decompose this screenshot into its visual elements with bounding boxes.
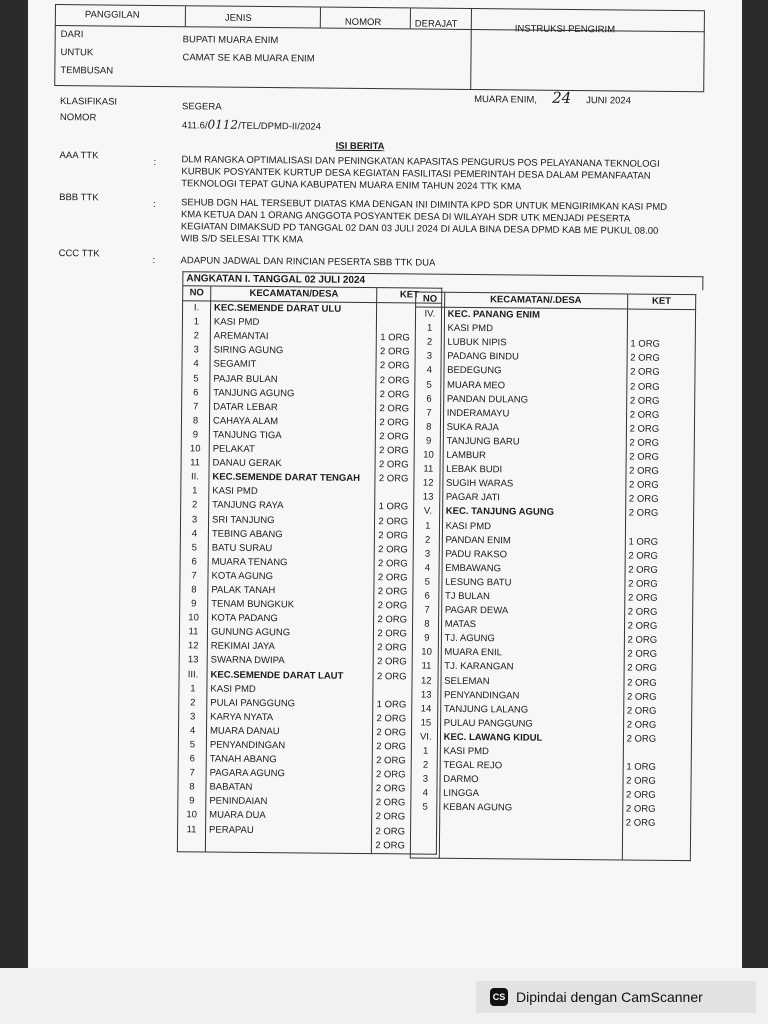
row-name: MUARA DUA — [206, 809, 373, 825]
row-name: PELAKAT — [209, 443, 376, 459]
nomor-label: NOMOR — [59, 112, 97, 124]
row-ket: 2 ORG — [624, 620, 692, 635]
row-name: PULAU PANGGUNG — [440, 717, 623, 733]
row-ket: 2 ORG — [375, 543, 440, 558]
row-ket: 2 ORG — [626, 465, 694, 480]
tembusan-label: TEMBUSAN — [60, 65, 114, 77]
row-number: 5 — [178, 738, 206, 752]
row-number: 9 — [181, 428, 209, 442]
camscanner-badge — [476, 981, 756, 1013]
col-no: NO — [183, 286, 211, 301]
row-name: PAGARA AGUNG — [206, 767, 373, 783]
row-name: MATAS — [441, 618, 624, 634]
row-name: KASI PMD — [444, 322, 627, 338]
row-ket: 2 ORG — [376, 416, 441, 431]
row-name: SUKA RAJA — [443, 421, 626, 437]
dari-label: DARI — [60, 29, 84, 41]
row-number: 11 — [179, 625, 207, 639]
row-number: 5 — [182, 372, 210, 386]
row-ket: 2 ORG — [372, 839, 437, 854]
row-name: MUARA TENANG — [208, 555, 375, 571]
month-year-text: JUNI 2024 — [586, 95, 632, 107]
row-ket: 2 ORG — [376, 374, 441, 389]
row-name: PERAPAU — [205, 823, 372, 839]
row-number: 3 — [415, 350, 444, 364]
derajat-header: DERAJAT — [414, 18, 458, 30]
row-number — [177, 837, 205, 852]
row-number: 13 — [412, 688, 441, 702]
row-ket: 2 ORG — [623, 775, 691, 790]
row-ket: 2 ORG — [373, 670, 438, 685]
row-name: KASI PMD — [442, 519, 625, 535]
untuk-value: CAMAT SE KAB MUARA ENIM — [182, 52, 315, 65]
row-name: TANAH ABANG — [206, 753, 373, 769]
row-name: BABATAN — [206, 781, 373, 797]
row-number: 11 — [414, 463, 443, 477]
row-name: PENYANDINGAN — [440, 688, 623, 704]
camscanner-text: Dipindai dengan CamScanner — [516, 989, 703, 1005]
row-ket: 2 ORG — [373, 726, 438, 741]
row-ket: 2 ORG — [625, 479, 693, 494]
nomor-suffix: /TEL/DPMD-II/2024 — [238, 120, 322, 133]
row-number: 1 — [411, 744, 440, 758]
row-name: PADANG BINDU — [444, 350, 627, 366]
row-name: KOTA AGUNG — [208, 569, 375, 585]
row-ket — [627, 324, 695, 339]
aaa-label: AAA TTK — [59, 150, 99, 162]
aaa-line-2: KURBUK POSYANTEK KURTUP DESA KEGIATAN FASILITASI PEMERINTAH DESA DALAM PEMANFAATAN — [181, 166, 651, 182]
row-number: 7 — [415, 406, 444, 420]
row-number: 7 — [182, 400, 210, 414]
row-name: DATAR LEBAR — [210, 400, 377, 416]
col-ket: KET — [377, 288, 442, 304]
row-number: 8 — [181, 414, 209, 428]
row-ket: 2 ORG — [624, 662, 692, 677]
row-name: TANJUNG RAYA — [209, 499, 376, 515]
row-name: TJ BULAN — [441, 590, 624, 606]
row-name: PAJAR BULAN — [210, 372, 377, 388]
row-name: TANJUNG BARU — [443, 435, 626, 451]
row-ket — [625, 521, 693, 536]
bbb-line-4: WIB S/D SELESAI TTK KMA — [180, 233, 304, 246]
row-number: 4 — [411, 787, 440, 801]
nomor-header: NOMOR — [344, 16, 382, 29]
row-ket: 2 ORG — [623, 732, 691, 747]
ccc-label: CCC TTK — [58, 248, 100, 260]
nomor-handwritten: 0112 — [207, 117, 239, 132]
row-number: 8 — [412, 618, 441, 632]
klasifikasi-value: SEGERA — [181, 101, 222, 113]
row-name: LINGGA — [440, 787, 623, 803]
row-number: 4 — [182, 358, 210, 372]
row-number: 15 — [412, 716, 441, 730]
row-name: SRI TANJUNG — [208, 513, 375, 529]
row-number: 6 — [178, 752, 206, 766]
col-kecamatan: KECAMATAN/DESA — [211, 286, 378, 303]
row-ket: 2 ORG — [372, 782, 437, 797]
row-name: KEC.SEMENDE DARAT LAUT — [207, 668, 374, 684]
row-ket: 2 ORG — [376, 430, 441, 445]
row-name: KASI PMD — [210, 316, 377, 332]
row-name: PALAK TANAH — [208, 583, 375, 599]
row-number: 3 — [180, 513, 208, 527]
row-number: 7 — [180, 569, 208, 583]
row-number: 2 — [182, 330, 210, 344]
row-number: 4 — [415, 364, 444, 378]
row-number: VI. — [411, 730, 440, 744]
row-name: LUBUK NIPIS — [444, 336, 627, 352]
row-number: 7 — [413, 604, 442, 618]
row-number: 1 — [181, 485, 209, 499]
row-ket: 2 ORG — [375, 529, 440, 544]
row-ket: 2 ORG — [623, 718, 691, 733]
row-name: TJ. KARANGAN — [441, 660, 624, 676]
row-ket: 2 ORG — [624, 634, 692, 649]
row-name: LAMBUR — [443, 449, 626, 465]
row-number: 9 — [414, 434, 443, 448]
row-ket: 2 ORG — [625, 507, 693, 522]
row-number: 5 — [411, 801, 440, 815]
row-name: MUARA ENIL — [441, 646, 624, 662]
bbb-line-2: KMA KETUA DAN 1 ORANG ANGGOTA POSYANTEK DESA DI WILAYAH SDR UTK MENJADI PESERTA — [180, 209, 631, 225]
row-ket: 1 ORG — [625, 535, 693, 550]
row-name: TEGAL REJO — [440, 759, 623, 775]
row-ket: 2 ORG — [626, 436, 694, 451]
nomor-value — [182, 117, 321, 132]
row-ket: 2 ORG — [626, 394, 694, 409]
row-number: 5 — [413, 575, 442, 589]
col-kecamatan-right: KECAMATAN/.DESA — [444, 292, 627, 309]
row-ket: 2 ORG — [374, 585, 439, 600]
row-number: 9 — [412, 632, 441, 646]
row-name: GUNUNG AGUNG — [207, 626, 374, 642]
row-ket: 2 ORG — [374, 557, 439, 572]
row-number: 10 — [180, 611, 208, 625]
telegram-header — [54, 4, 705, 92]
row-number: 4 — [180, 527, 208, 541]
row-number: 6 — [180, 555, 208, 569]
row-ket — [623, 746, 691, 761]
row-number: 8 — [178, 780, 206, 794]
row-ket: 2 ORG — [374, 599, 439, 614]
row-name: KEC.SEMENDE DARAT ULU — [210, 301, 377, 317]
row-ket: 2 ORG — [624, 606, 692, 621]
row-number: 12 — [414, 477, 443, 491]
row-ket: 2 ORG — [623, 704, 691, 719]
row-number: 4 — [413, 561, 442, 575]
row-ket: 2 ORG — [627, 352, 695, 367]
row-number: IV. — [415, 307, 444, 322]
row-number: 11 — [181, 456, 209, 470]
row-number: 6 — [415, 392, 444, 406]
untuk-label: UNTUK — [60, 47, 94, 59]
row-name: KASI PMD — [209, 485, 376, 501]
row-name: DARMO — [440, 773, 623, 789]
row-name: DANAU GERAK — [209, 457, 376, 473]
row-number: V. — [414, 505, 443, 519]
table-row — [410, 843, 690, 860]
row-ket: 2 ORG — [623, 690, 691, 705]
row-ket: 1 ORG — [375, 501, 440, 516]
col-ket-right: KET — [627, 294, 696, 310]
row-name: AREMANTAI — [210, 330, 377, 346]
row-name: PAGAR JATI — [442, 491, 625, 507]
row-number: 2 — [415, 336, 444, 350]
row-ket: 1 ORG — [377, 331, 442, 346]
row-name: KASI PMD — [440, 745, 623, 761]
row-ket: 2 ORG — [374, 627, 439, 642]
ccc-line: ADAPUN JADWAL DAN RINCIAN PESERTA SBB TTK DUA — [180, 255, 436, 269]
handwritten-date: 24 — [552, 88, 572, 107]
isi-berita-title: ISI BERITA — [335, 140, 385, 153]
row-number — [411, 815, 440, 829]
row-ket: 2 ORG — [372, 796, 437, 811]
row-number: 11 — [412, 660, 441, 674]
klasifikasi-label: KLASIFIKASI — [60, 96, 118, 108]
row-number: 5 — [415, 378, 444, 392]
table-row — [178, 823, 437, 840]
row-number: 12 — [179, 640, 207, 654]
instruksi-pengirim-header: INSTRUKSI PENGIRIM — [514, 23, 616, 36]
row-ket: 2 ORG — [376, 360, 441, 375]
bbb-line-3: KEGIATAN DIMAKSUD PD TANGGAL 02 DAN 03 JULI 2024 DI AULA BINA DESA DPMD KAB ME PUKUL 08.00 — [180, 221, 659, 237]
row-name: TANJUNG AGUNG — [210, 386, 377, 402]
row-ket — [627, 309, 695, 324]
row-number — [410, 829, 439, 843]
row-number: 9 — [178, 795, 206, 809]
row-ket: 1 ORG — [623, 761, 691, 776]
row-ket: 2 ORG — [625, 577, 693, 592]
row-ket: 2 ORG — [625, 549, 693, 564]
row-name: TANJUNG TIGA — [209, 428, 376, 444]
row-ket: 2 ORG — [622, 789, 690, 804]
row-ket: 2 ORG — [373, 712, 438, 727]
row-name: SELEMAN — [441, 674, 624, 690]
row-ket: 2 ORG — [374, 571, 439, 586]
row-name: SEGAMIT — [210, 358, 377, 374]
row-name: KEBAN AGUNG — [439, 801, 622, 817]
row-name: TJ. AGUNG — [441, 632, 624, 648]
row-name: KASI PMD — [207, 682, 374, 698]
camscanner-logo-icon: CS — [490, 988, 508, 1006]
row-name: LEBAK BUDI — [443, 463, 626, 479]
right-participant-table — [410, 291, 696, 860]
aaa-line-1: DLM RANGKA OPTIMALISASI DAN PENINGKATAN KAPASITAS PENGURUS POS PELAYANANA TEKNOLOGI — [181, 154, 660, 170]
row-name: PADU RAKSO — [442, 547, 625, 563]
aaa-colon: : — [153, 156, 157, 168]
row-name: REKIMAI JAYA — [207, 640, 374, 656]
row-ket: 2 ORG — [626, 422, 694, 437]
row-ket: 2 ORG — [376, 388, 441, 403]
row-ket: 2 ORG — [624, 648, 692, 663]
row-name: PAGAR DEWA — [441, 604, 624, 620]
row-number: 2 — [413, 533, 442, 547]
row-name: KEC. LAWANG KIDUL — [440, 731, 623, 747]
row-ket: 2 ORG — [375, 458, 440, 473]
row-number: 9 — [180, 597, 208, 611]
row-ket: 2 ORG — [372, 768, 437, 783]
row-number: 6 — [182, 386, 210, 400]
row-name: TENAM BUNGKUK — [208, 598, 375, 614]
row-ket: 2 ORG — [622, 803, 690, 818]
dari-value: BUPATI MUARA ENIM — [182, 34, 279, 47]
row-name: TEBING ABANG — [208, 527, 375, 543]
row-ket — [622, 845, 690, 860]
row-name: PENYANDINGAN — [206, 738, 373, 754]
row-ket: 2 ORG — [622, 817, 690, 832]
row-name: LESUNG BATU — [442, 576, 625, 592]
row-name — [439, 843, 622, 859]
row-ket — [622, 831, 690, 846]
row-number: II. — [181, 470, 209, 484]
row-number: 8 — [180, 583, 208, 597]
row-ket: 2 ORG — [626, 408, 694, 423]
row-number: 5 — [180, 541, 208, 555]
row-ket: 2 ORG — [372, 825, 437, 840]
row-number: 3 — [411, 773, 440, 787]
row-ket: 2 ORG — [373, 740, 438, 755]
row-ket: 2 ORG — [373, 754, 438, 769]
row-name: BATU SURAU — [208, 541, 375, 557]
row-number: 14 — [412, 702, 441, 716]
jenis-header: JENIS — [224, 12, 252, 24]
row-number: 13 — [179, 654, 207, 668]
row-number: 2 — [181, 499, 209, 513]
row-ket: 2 ORG — [374, 656, 439, 671]
table-row — [177, 837, 436, 854]
row-number: 10 — [181, 442, 209, 456]
row-number: 2 — [411, 759, 440, 773]
row-name: KEC. PANANG ENIM — [444, 307, 627, 323]
row-name: PANDAN ENIM — [442, 533, 625, 549]
row-name: KEC.SEMENDE DARAT TENGAH — [209, 471, 376, 487]
bbb-line-1: SEHUB DGN HAL TERSEBUT DIATAS KMA DENGAN INI DIMINTA KPD SDR UNTUK MENGIRIMKAN KASI PMD — [181, 197, 668, 213]
left-participant-table — [177, 285, 442, 854]
row-number: 1 — [415, 322, 444, 336]
row-name: PENINDAIAN — [206, 795, 373, 811]
row-ket: 2 ORG — [624, 591, 692, 606]
row-ket: 2 ORG — [374, 613, 439, 628]
row-ket: 2 ORG — [376, 402, 441, 417]
row-number: 1 — [182, 315, 210, 329]
row-ket: 1 ORG — [373, 698, 438, 713]
row-name — [205, 837, 372, 853]
row-number: 3 — [413, 547, 442, 561]
row-ket: 2 ORG — [624, 676, 692, 691]
row-ket: 2 ORG — [372, 811, 437, 826]
nomor-prefix: 411.6/ — [181, 120, 208, 132]
ccc-colon: : — [152, 254, 156, 266]
aaa-line-3: TEKNOLOGI TEPAT GUNA KABUPATEN MUARA ENIM TAHUN 2024 TTK KMA — [181, 178, 522, 193]
row-number: 11 — [178, 823, 206, 837]
row-number: I. — [183, 301, 211, 316]
panggilan-header: PANGGILAN — [84, 9, 140, 21]
row-number: 1 — [179, 682, 207, 696]
row-ket: 2 ORG — [625, 563, 693, 578]
row-number: 4 — [178, 724, 206, 738]
row-number — [410, 843, 439, 858]
row-ket: 2 ORG — [376, 444, 441, 459]
row-name: CAHAYA ALAM — [209, 414, 376, 430]
row-ket: 2 ORG — [626, 451, 694, 466]
row-ket: 2 ORG — [625, 493, 693, 508]
row-ket: 2 ORG — [375, 515, 440, 530]
place-text: MUARA ENIM, — [474, 94, 537, 106]
row-name: KOTA PADANG — [208, 612, 375, 628]
row-number: 10 — [414, 449, 443, 463]
row-number: 7 — [178, 766, 206, 780]
row-name: PULAI PANGGUNG — [207, 696, 374, 712]
row-number: 3 — [182, 344, 210, 358]
row-name: BEDEGUNG — [444, 364, 627, 380]
row-name: SIRING AGUNG — [210, 344, 377, 360]
angkatan-banner: ANGKATAN I. TANGGAL 02 JULI 2024 — [182, 271, 703, 290]
row-ket: 2 ORG — [627, 366, 695, 381]
row-number: 8 — [414, 420, 443, 434]
row-number: 12 — [412, 674, 441, 688]
bbb-label: BBB TTK — [59, 192, 99, 204]
row-name: TANJUNG LALANG — [440, 702, 623, 718]
row-ket: 2 ORG — [374, 641, 439, 656]
row-ket: 2 ORG — [375, 472, 440, 487]
telegram-document — [54, 4, 705, 852]
row-number: 2 — [179, 696, 207, 710]
row-name: KARYA NYATA — [207, 710, 374, 726]
row-ket: 2 ORG — [626, 380, 694, 395]
row-name: SWARNA DWIPA — [207, 654, 374, 670]
row-number: 13 — [414, 491, 443, 505]
bbb-colon: : — [153, 198, 156, 210]
row-name: SUGIH WARAS — [442, 477, 625, 493]
row-number: 6 — [413, 589, 442, 603]
row-number: 1 — [413, 519, 442, 533]
col-no-right: NO — [416, 292, 445, 307]
row-name: PANDAN DULANG — [443, 392, 626, 408]
row-ket: 2 ORG — [377, 345, 442, 360]
row-name: MUARA DANAU — [206, 724, 373, 740]
row-number: 10 — [178, 809, 206, 823]
row-number: III. — [179, 668, 207, 682]
row-number: 3 — [179, 710, 207, 724]
row-number: 10 — [412, 646, 441, 660]
row-name: KEC. TANJUNG AGUNG — [442, 505, 625, 521]
row-ket: 1 ORG — [627, 338, 695, 353]
row-name: INDERAMAYU — [443, 406, 626, 422]
row-name: EMBAWANG — [442, 562, 625, 578]
row-name: MUARA MEO — [443, 378, 626, 394]
